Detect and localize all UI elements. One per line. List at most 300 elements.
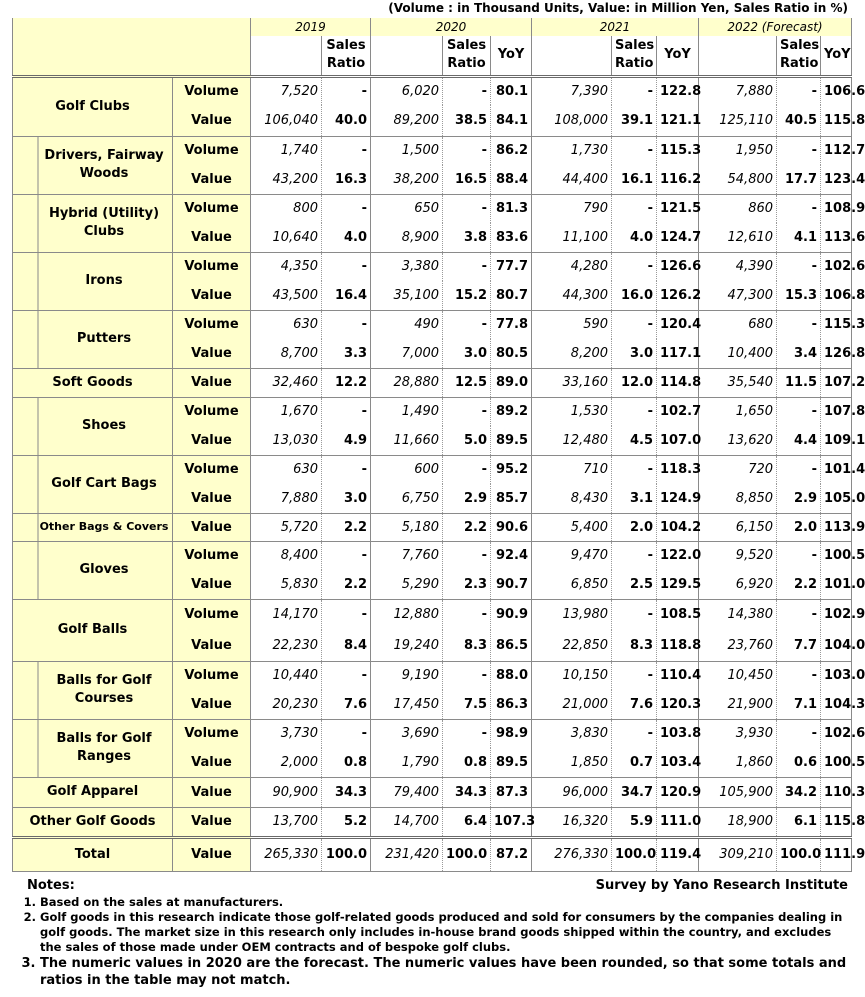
yoy-cell: 102.6 xyxy=(821,252,852,281)
ratio-cell: 5.0 xyxy=(443,426,491,455)
yoy-cell: 115.8 xyxy=(821,105,852,136)
value-cell: 4,390 xyxy=(699,252,777,281)
yoy-cell: 81.3 xyxy=(491,194,532,223)
yoy-cell: 114.8 xyxy=(657,368,699,397)
ratio-cell: - xyxy=(612,455,657,484)
table-row xyxy=(13,837,852,871)
value-cell: 12,880 xyxy=(371,599,443,630)
yoy-cell: 77.7 xyxy=(491,252,532,281)
metric-label: Value xyxy=(173,368,251,397)
value-cell: 10,440 xyxy=(251,661,322,690)
value-cell: 13,980 xyxy=(532,599,612,630)
value-cell: 7,390 xyxy=(532,76,612,105)
metric-label: Volume xyxy=(173,194,251,223)
year-spacer xyxy=(532,36,612,76)
value-cell: 630 xyxy=(251,310,322,339)
ratio-cell: 39.1 xyxy=(612,105,657,136)
metric-label: Volume xyxy=(173,719,251,748)
value-cell: 9,470 xyxy=(532,541,612,570)
ratio-cell: 4.1 xyxy=(777,223,821,252)
ratio-cell: 7.1 xyxy=(777,690,821,719)
metric-label: Value xyxy=(173,165,251,194)
value-cell: 18,900 xyxy=(699,807,777,837)
yoy-cell: 89.0 xyxy=(491,368,532,397)
value-cell: 630 xyxy=(251,455,322,484)
metric-label: Volume xyxy=(173,252,251,281)
ratio-cell: - xyxy=(612,599,657,630)
table-row xyxy=(13,397,852,426)
notes-section xyxy=(27,878,854,989)
yoy-cell: 92.4 xyxy=(491,541,532,570)
ratio-cell: 7.6 xyxy=(322,690,371,719)
category-label: Total xyxy=(13,837,173,871)
yoy-cell: 104.2 xyxy=(657,513,699,541)
value-cell: 1,790 xyxy=(371,748,443,777)
ratio-cell: 3.0 xyxy=(612,339,657,368)
ratio-cell: - xyxy=(777,76,821,105)
yoy-cell: 80.5 xyxy=(491,339,532,368)
yoy-cell: 98.9 xyxy=(491,719,532,748)
metric-label: Volume xyxy=(173,136,251,165)
ratio-cell: - xyxy=(777,194,821,223)
value-cell: 10,400 xyxy=(699,339,777,368)
ratio-cell: 0.7 xyxy=(612,748,657,777)
ratio-cell: 4.4 xyxy=(777,426,821,455)
year-spacer xyxy=(251,36,322,76)
ratio-cell: 7.6 xyxy=(612,690,657,719)
value-cell: 8,200 xyxy=(532,339,612,368)
ratio-cell: 2.9 xyxy=(443,484,491,513)
yoy-cell: 111.9 xyxy=(821,837,852,871)
ratio-cell: - xyxy=(612,136,657,165)
yoy-cell: 121.1 xyxy=(657,105,699,136)
metric-label: Value xyxy=(173,339,251,368)
ratio-cell: 2.5 xyxy=(612,570,657,599)
ratio-cell: 16.5 xyxy=(443,165,491,194)
yoy-cell: 106.8 xyxy=(821,281,852,310)
metric-label: Value xyxy=(173,690,251,719)
ratio-cell: - xyxy=(322,194,371,223)
value-cell: 43,500 xyxy=(251,281,322,310)
yoy-cell: 115.3 xyxy=(821,310,852,339)
value-cell: 5,290 xyxy=(371,570,443,599)
table-row xyxy=(13,807,852,837)
value-cell: 89,200 xyxy=(371,105,443,136)
yoy-cell: 104.3 xyxy=(821,690,852,719)
year-spacer xyxy=(371,36,443,76)
value-cell: 54,800 xyxy=(699,165,777,194)
value-cell: 90,900 xyxy=(251,777,322,807)
yoy-cell: 107.2 xyxy=(821,368,852,397)
value-cell: 3,830 xyxy=(532,719,612,748)
yoy-cell: 87.3 xyxy=(491,777,532,807)
yoy-cell: 118.3 xyxy=(657,455,699,484)
yoy-cell: 115.3 xyxy=(657,136,699,165)
value-cell: 32,460 xyxy=(251,368,322,397)
unit-note: (Volume : in Thousand Units, Value: in Million Yen, Sales Ratio in %) xyxy=(388,1,848,15)
ratio-cell: 11.5 xyxy=(777,368,821,397)
ratio-cell: 5.9 xyxy=(612,807,657,837)
yoy-cell: 87.2 xyxy=(491,837,532,871)
ratio-cell: - xyxy=(443,455,491,484)
yoy-cell: 86.2 xyxy=(491,136,532,165)
ratio-cell: 12.5 xyxy=(443,368,491,397)
category-label: Irons xyxy=(13,252,173,310)
value-cell: 7,000 xyxy=(371,339,443,368)
sales-ratio-header: Sales Ratio xyxy=(322,36,371,76)
table-row xyxy=(13,541,852,570)
ratio-cell: 2.0 xyxy=(777,513,821,541)
ratio-cell: - xyxy=(443,310,491,339)
yoy-cell: 88.0 xyxy=(491,661,532,690)
ratio-cell: 2.2 xyxy=(322,570,371,599)
value-cell: 20,230 xyxy=(251,690,322,719)
yoy-cell: 112.7 xyxy=(821,136,852,165)
ratio-cell: 40.5 xyxy=(777,105,821,136)
ratio-cell: 4.0 xyxy=(322,223,371,252)
yoy-cell: 126.2 xyxy=(657,281,699,310)
category-label: Shoes xyxy=(13,397,173,455)
value-cell: 6,020 xyxy=(371,76,443,105)
ratio-cell: 3.8 xyxy=(443,223,491,252)
ratio-cell: 8.3 xyxy=(612,630,657,661)
yoy-cell: 90.9 xyxy=(491,599,532,630)
value-cell: 7,880 xyxy=(251,484,322,513)
value-cell: 3,690 xyxy=(371,719,443,748)
yoy-cell: 100.5 xyxy=(821,748,852,777)
category-label: Golf Clubs xyxy=(13,76,173,136)
yoy-cell: 119.4 xyxy=(657,837,699,871)
ratio-cell: 3.4 xyxy=(777,339,821,368)
ratio-cell: - xyxy=(612,397,657,426)
value-cell: 12,610 xyxy=(699,223,777,252)
value-cell: 600 xyxy=(371,455,443,484)
value-cell: 33,160 xyxy=(532,368,612,397)
ratio-cell: - xyxy=(777,719,821,748)
yoy-cell: 80.1 xyxy=(491,76,532,105)
value-cell: 44,300 xyxy=(532,281,612,310)
value-cell: 22,230 xyxy=(251,630,322,661)
sales-ratio-header: Sales Ratio xyxy=(777,36,821,76)
value-cell: 11,100 xyxy=(532,223,612,252)
yoy-cell: 95.2 xyxy=(491,455,532,484)
value-cell: 47,300 xyxy=(699,281,777,310)
value-cell: 13,030 xyxy=(251,426,322,455)
value-cell: 1,530 xyxy=(532,397,612,426)
yoy-cell: 104.0 xyxy=(821,630,852,661)
yoy-cell: 90.6 xyxy=(491,513,532,541)
ratio-cell: - xyxy=(777,136,821,165)
ratio-cell: - xyxy=(443,76,491,105)
ratio-cell: 34.2 xyxy=(777,777,821,807)
ratio-cell: 8.4 xyxy=(322,630,371,661)
category-label: Golf Cart Bags xyxy=(13,455,173,513)
value-cell: 13,620 xyxy=(699,426,777,455)
value-cell: 21,900 xyxy=(699,690,777,719)
yoy-header: YoY xyxy=(821,36,852,76)
note-item: 2. Golf goods in this research indicate those golf-related goods produced and sold for consumers by the companies dealing in golf goods. The market size in this research only includes in-house brand goods shipped within the country, and excludes the sales of those made under OEM contracts and of bespoke golf clubs. xyxy=(40,910,854,955)
value-cell: 860 xyxy=(699,194,777,223)
value-cell: 44,400 xyxy=(532,165,612,194)
value-cell: 14,380 xyxy=(699,599,777,630)
year-header-row xyxy=(13,18,852,36)
metric-label: Value xyxy=(173,570,251,599)
value-cell: 5,720 xyxy=(251,513,322,541)
ratio-cell: - xyxy=(612,252,657,281)
category-label: Other Bags & Covers xyxy=(13,513,173,541)
year-spacer xyxy=(699,36,777,76)
yoy-cell: 124.9 xyxy=(657,484,699,513)
metric-label: Value xyxy=(173,281,251,310)
value-cell: 8,430 xyxy=(532,484,612,513)
ratio-cell: 15.2 xyxy=(443,281,491,310)
ratio-cell: 2.0 xyxy=(612,513,657,541)
year-header: 2021 xyxy=(532,18,699,36)
yoy-cell: 103.0 xyxy=(821,661,852,690)
ratio-cell: - xyxy=(322,541,371,570)
ratio-cell: 0.8 xyxy=(443,748,491,777)
value-cell: 28,880 xyxy=(371,368,443,397)
yoy-cell: 113.9 xyxy=(821,513,852,541)
value-cell: 710 xyxy=(532,455,612,484)
value-cell: 1,670 xyxy=(251,397,322,426)
value-cell: 8,700 xyxy=(251,339,322,368)
ratio-cell: - xyxy=(777,599,821,630)
yoy-header: YoY xyxy=(657,36,699,76)
yoy-cell: 108.5 xyxy=(657,599,699,630)
value-cell: 21,000 xyxy=(532,690,612,719)
yoy-cell: 107.3 xyxy=(491,807,532,837)
value-cell: 3,930 xyxy=(699,719,777,748)
value-cell: 9,520 xyxy=(699,541,777,570)
value-cell: 3,730 xyxy=(251,719,322,748)
value-cell: 108,000 xyxy=(532,105,612,136)
value-cell: 4,280 xyxy=(532,252,612,281)
yoy-cell: 85.7 xyxy=(491,484,532,513)
ratio-cell: 15.3 xyxy=(777,281,821,310)
yoy-cell: 124.7 xyxy=(657,223,699,252)
table-row xyxy=(13,777,852,807)
note-item: 1. Based on the sales at manufacturers. xyxy=(40,895,854,910)
ratio-cell: - xyxy=(322,76,371,105)
value-cell: 12,480 xyxy=(532,426,612,455)
table-row xyxy=(13,136,852,165)
yoy-cell: 89.5 xyxy=(491,426,532,455)
value-cell: 2,000 xyxy=(251,748,322,777)
value-cell: 790 xyxy=(532,194,612,223)
ratio-cell: - xyxy=(443,194,491,223)
table-row xyxy=(13,76,852,105)
value-cell: 19,240 xyxy=(371,630,443,661)
ratio-cell: 100.0 xyxy=(322,837,371,871)
golf-market-table xyxy=(12,18,865,872)
value-cell: 14,700 xyxy=(371,807,443,837)
value-cell: 14,170 xyxy=(251,599,322,630)
value-cell: 680 xyxy=(699,310,777,339)
ratio-cell: 2.9 xyxy=(777,484,821,513)
category-label: Drivers, Fairway Woods xyxy=(13,136,173,194)
ratio-cell: 2.2 xyxy=(777,570,821,599)
category-label: Putters xyxy=(13,310,173,368)
yoy-cell: 101.4 xyxy=(821,455,852,484)
metric-label: Value xyxy=(173,837,251,871)
year-header: 2020 xyxy=(371,18,532,36)
value-cell: 16,320 xyxy=(532,807,612,837)
value-cell: 38,200 xyxy=(371,165,443,194)
ratio-cell: 100.0 xyxy=(612,837,657,871)
value-cell: 800 xyxy=(251,194,322,223)
ratio-cell: - xyxy=(322,252,371,281)
year-header: 2022 (Forecast) xyxy=(699,18,852,36)
table-row xyxy=(13,513,852,541)
ratio-cell: 4.0 xyxy=(612,223,657,252)
value-cell: 7,520 xyxy=(251,76,322,105)
value-cell: 17,450 xyxy=(371,690,443,719)
value-cell: 1,950 xyxy=(699,136,777,165)
value-cell: 1,490 xyxy=(371,397,443,426)
ratio-cell: 16.3 xyxy=(322,165,371,194)
value-cell: 265,330 xyxy=(251,837,322,871)
yoy-cell: 121.5 xyxy=(657,194,699,223)
ratio-cell: - xyxy=(322,310,371,339)
yoy-cell: 120.9 xyxy=(657,777,699,807)
sales-ratio-header: Sales Ratio xyxy=(612,36,657,76)
yoy-cell: 84.1 xyxy=(491,105,532,136)
ratio-cell: - xyxy=(777,661,821,690)
ratio-cell: - xyxy=(322,136,371,165)
yoy-cell: 123.4 xyxy=(821,165,852,194)
ratio-cell: 6.4 xyxy=(443,807,491,837)
table-row xyxy=(13,599,852,630)
yoy-cell: 108.9 xyxy=(821,194,852,223)
ratio-cell: - xyxy=(322,397,371,426)
ratio-cell: 17.7 xyxy=(777,165,821,194)
table-row xyxy=(13,194,852,223)
value-cell: 10,150 xyxy=(532,661,612,690)
value-cell: 6,750 xyxy=(371,484,443,513)
value-cell: 490 xyxy=(371,310,443,339)
metric-label: Volume xyxy=(173,76,251,105)
yoy-header: YoY xyxy=(491,36,532,76)
value-cell: 9,190 xyxy=(371,661,443,690)
value-cell: 35,100 xyxy=(371,281,443,310)
corner-cell xyxy=(13,18,251,76)
yoy-cell: 102.6 xyxy=(821,719,852,748)
yoy-cell: 102.7 xyxy=(657,397,699,426)
value-cell: 7,880 xyxy=(699,76,777,105)
yoy-cell: 126.6 xyxy=(657,252,699,281)
yoy-cell: 113.6 xyxy=(821,223,852,252)
ratio-cell: 16.4 xyxy=(322,281,371,310)
metric-label: Value xyxy=(173,223,251,252)
metric-label: Value xyxy=(173,426,251,455)
metric-label: Volume xyxy=(173,599,251,630)
value-cell: 125,110 xyxy=(699,105,777,136)
ratio-cell: 3.0 xyxy=(322,484,371,513)
ratio-cell: - xyxy=(612,194,657,223)
value-cell: 8,850 xyxy=(699,484,777,513)
ratio-cell: 16.0 xyxy=(612,281,657,310)
ratio-cell: 3.1 xyxy=(612,484,657,513)
ratio-cell: - xyxy=(612,719,657,748)
metric-label: Volume xyxy=(173,541,251,570)
category-label: Golf Apparel xyxy=(13,777,173,807)
ratio-cell: 2.3 xyxy=(443,570,491,599)
metric-label: Volume xyxy=(173,310,251,339)
metric-label: Volume xyxy=(173,661,251,690)
ratio-cell: 7.5 xyxy=(443,690,491,719)
ratio-cell: - xyxy=(322,719,371,748)
yoy-cell: 107.0 xyxy=(657,426,699,455)
value-cell: 8,400 xyxy=(251,541,322,570)
value-cell: 1,730 xyxy=(532,136,612,165)
yoy-cell: 86.5 xyxy=(491,630,532,661)
value-cell: 1,860 xyxy=(699,748,777,777)
category-label: Gloves xyxy=(13,541,173,599)
table-row xyxy=(13,455,852,484)
category-label: Other Golf Goods xyxy=(13,807,173,837)
value-cell: 10,640 xyxy=(251,223,322,252)
yoy-cell: 129.5 xyxy=(657,570,699,599)
value-cell: 43,200 xyxy=(251,165,322,194)
ratio-cell: 100.0 xyxy=(443,837,491,871)
notes-list xyxy=(27,895,854,989)
ratio-cell: - xyxy=(777,252,821,281)
ratio-cell: - xyxy=(322,661,371,690)
value-cell: 3,380 xyxy=(371,252,443,281)
value-cell: 276,330 xyxy=(532,837,612,871)
ratio-cell: - xyxy=(322,599,371,630)
yoy-cell: 100.5 xyxy=(821,541,852,570)
value-cell: 22,850 xyxy=(532,630,612,661)
ratio-cell: - xyxy=(612,541,657,570)
year-header: 2019 xyxy=(251,18,371,36)
yoy-cell: 110.4 xyxy=(657,661,699,690)
yoy-cell: 126.8 xyxy=(821,339,852,368)
value-cell: 650 xyxy=(371,194,443,223)
metric-label: Value xyxy=(173,807,251,837)
ratio-cell: - xyxy=(777,310,821,339)
ratio-cell: 5.2 xyxy=(322,807,371,837)
yoy-cell: 106.6 xyxy=(821,76,852,105)
yoy-cell: 122.8 xyxy=(657,76,699,105)
value-cell: 6,920 xyxy=(699,570,777,599)
value-cell: 6,850 xyxy=(532,570,612,599)
ratio-cell: - xyxy=(612,661,657,690)
ratio-cell: - xyxy=(443,661,491,690)
yoy-cell: 86.3 xyxy=(491,690,532,719)
ratio-cell: 4.9 xyxy=(322,426,371,455)
ratio-cell: 34.3 xyxy=(322,777,371,807)
value-cell: 5,830 xyxy=(251,570,322,599)
yoy-cell: 111.0 xyxy=(657,807,699,837)
ratio-cell: 34.7 xyxy=(612,777,657,807)
value-cell: 4,350 xyxy=(251,252,322,281)
ratio-cell: - xyxy=(443,397,491,426)
ratio-cell: 38.5 xyxy=(443,105,491,136)
value-cell: 590 xyxy=(532,310,612,339)
ratio-cell: 6.1 xyxy=(777,807,821,837)
ratio-cell: 3.0 xyxy=(443,339,491,368)
category-label: Hybrid (Utility) Clubs xyxy=(13,194,173,252)
yoy-cell: 80.7 xyxy=(491,281,532,310)
ratio-cell: - xyxy=(443,599,491,630)
metric-label: Value xyxy=(173,630,251,661)
yoy-cell: 122.0 xyxy=(657,541,699,570)
category-label: Soft Goods xyxy=(13,368,173,397)
category-label: Golf Balls xyxy=(13,599,173,661)
metric-label: Value xyxy=(173,513,251,541)
